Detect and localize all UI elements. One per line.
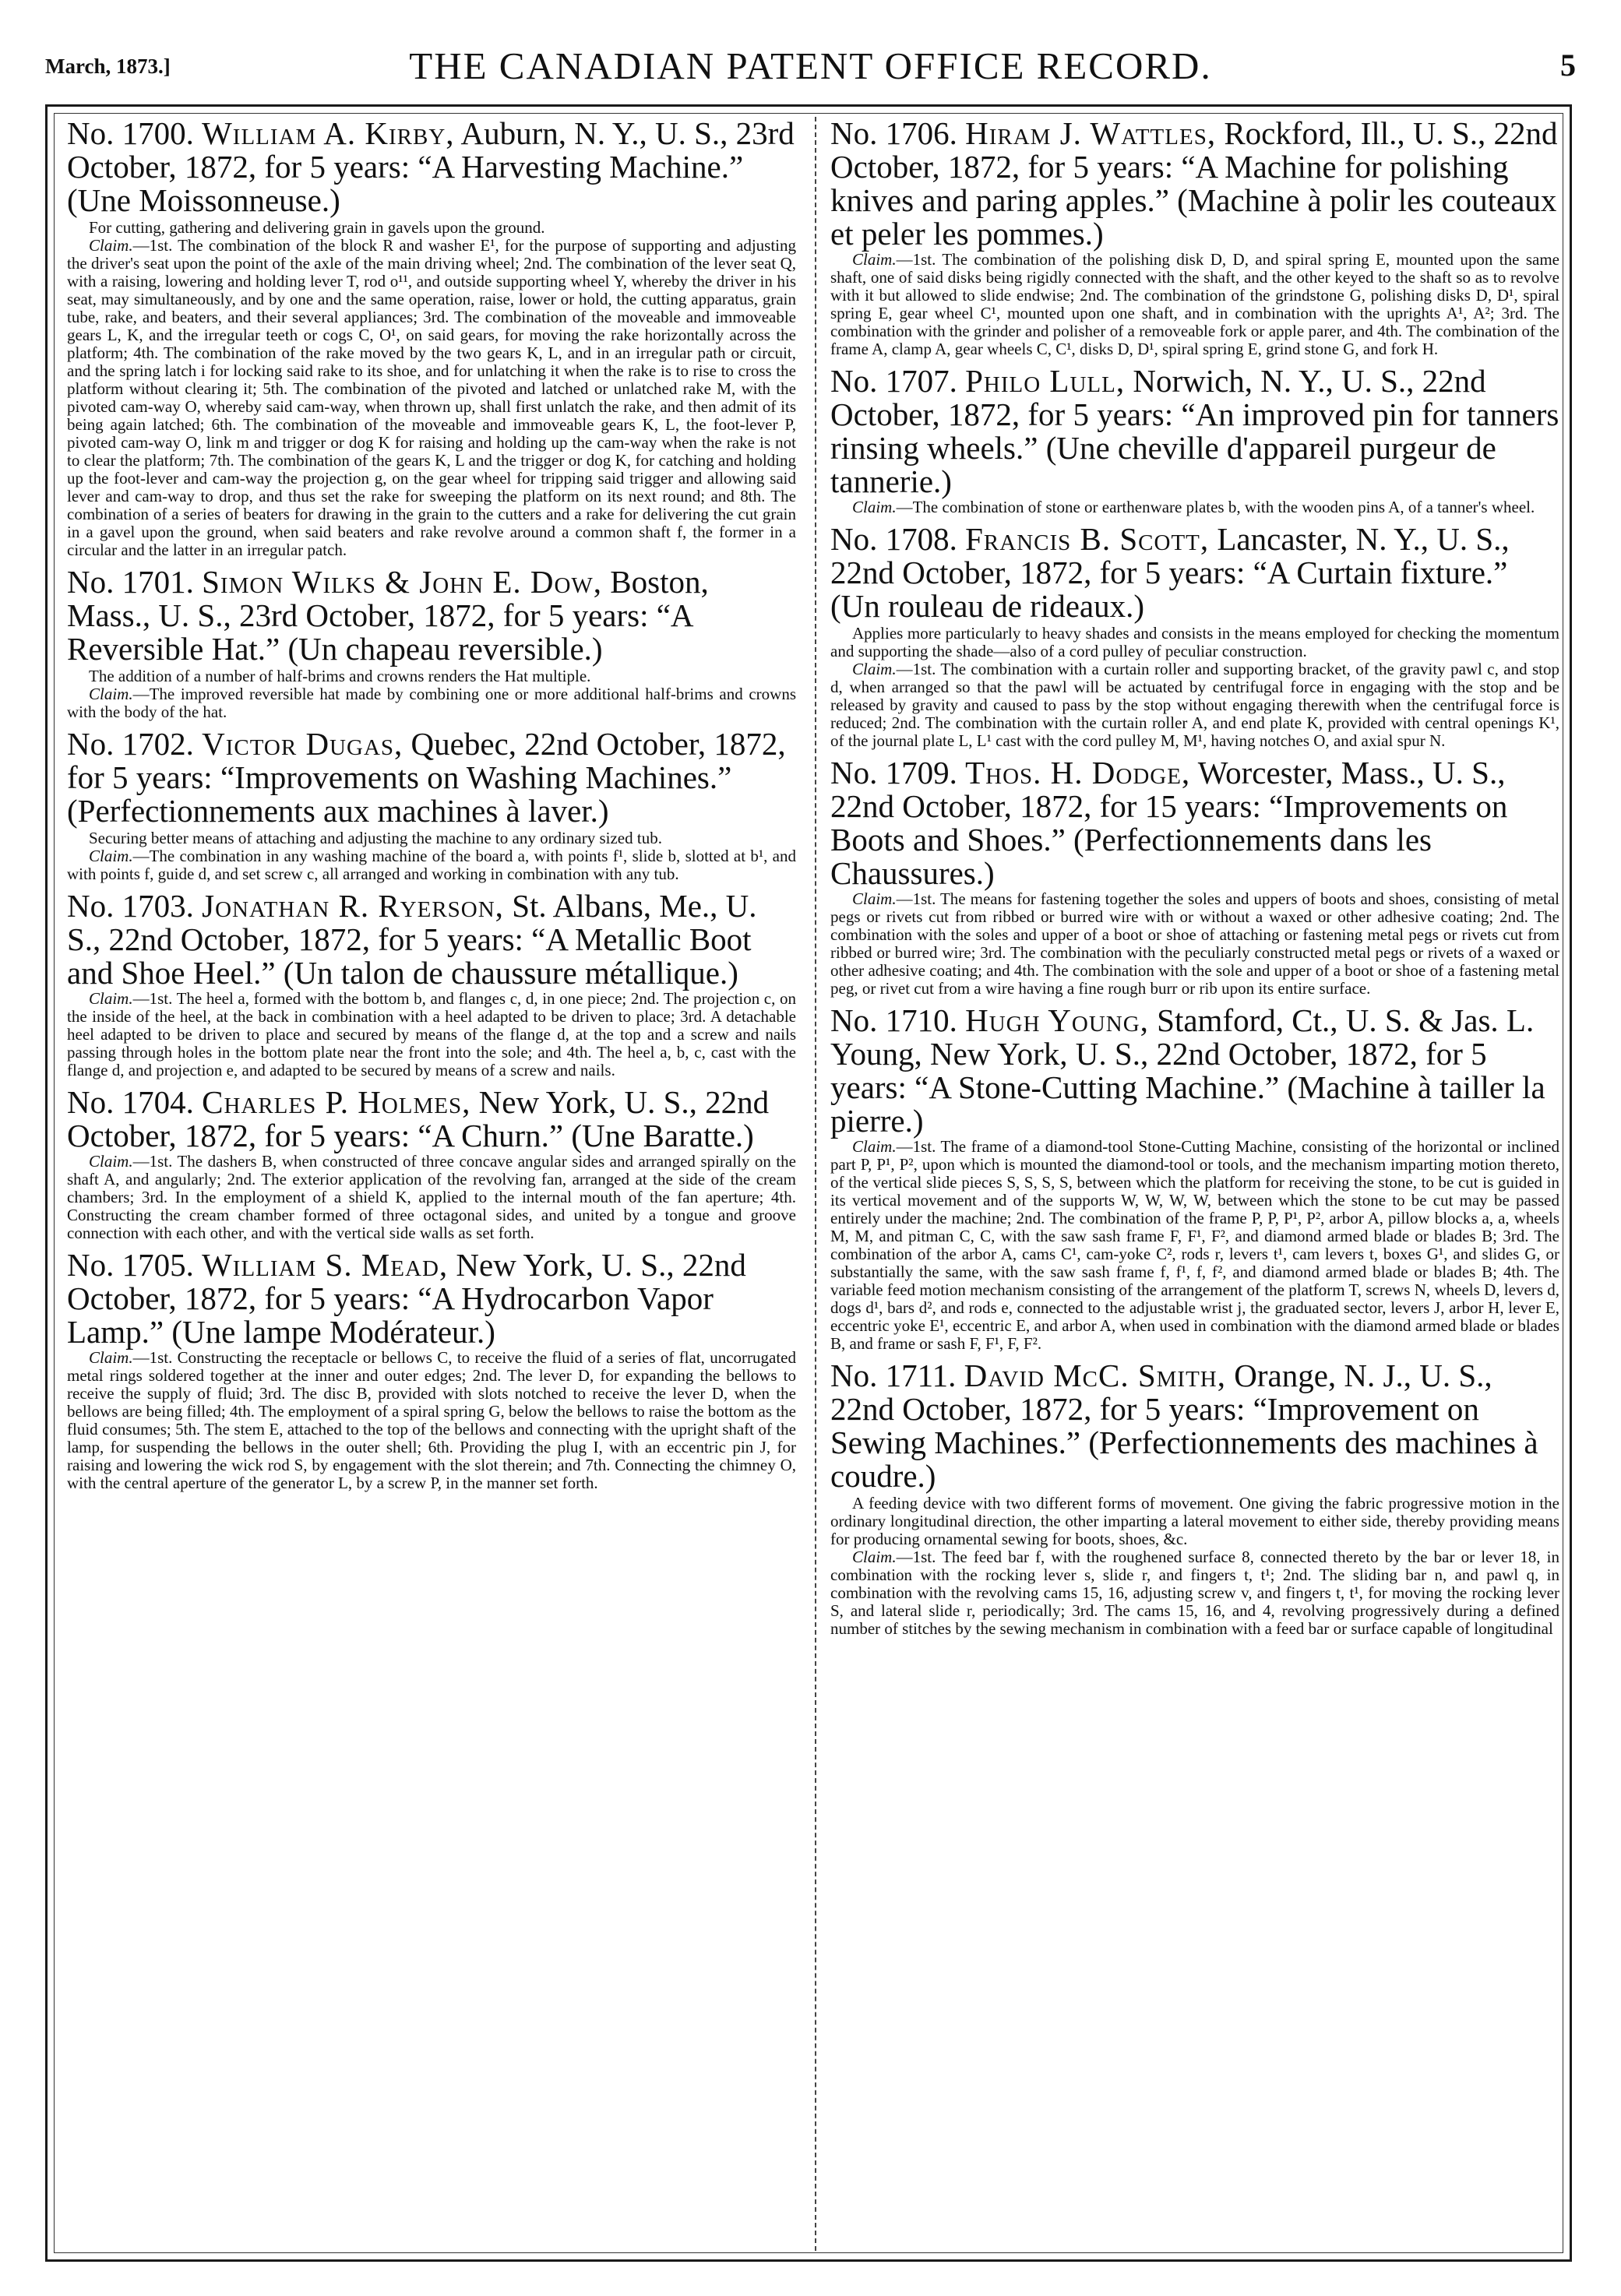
page-header [45, 33, 1576, 95]
patent-claim [830, 890, 1559, 998]
inventor-name: Thos. H. Dodge, [965, 755, 1191, 791]
patent-details: Norwich, N. Y., U. S., 22nd October, 1872, for 5 years: “An improved pin for tanners rinsing wheels.” (Une cheville d'appareil purgeur de tannerie.) [830, 363, 1559, 499]
claim-text: —1st. Constructing the receptacle or bellows C, to receive the fluid of a series of flat, uncorrugated metal rings soldered together at the inner and outer edges; 2nd. The lever D, for expanding the bellows to receive the supply of fluid; 3rd. The disc B, provided with slots notched to receive the lever D, when the bellows are being filled; 4th. The employment of a spiral spring G, below the bellows to raise the bottom as the fluid consumes; 5th. The stem E, attached to the top of the bellows and connecting with the upright shaft of the lamp, for suspending the bellows in the outer shell; 6th. Providing the plug I, with an eccentric pin J, for raising and lowering the wick rod S, by engagement with the slot therein; and 7th. Connecting the chimney O, with the central aperture of the generator L, by a screw P, in the manner set forth. [67, 1348, 796, 1492]
patent-heading [830, 1004, 1559, 1138]
claim-label: Claim. [852, 660, 897, 678]
patent-details: Stamford, Ct., U. S. & Jas. L. Young, New York, U. S., 22nd October, 1872, for 5 years: “A Stone-Cutting Machine.” (Machine à tailler la pierre.) [830, 1002, 1545, 1139]
claim-label: Claim. [89, 1152, 133, 1171]
patent-entry [67, 1086, 796, 1242]
inventor-name: Francis B. Scott, [965, 521, 1210, 557]
patent-number: No. 1705. [67, 1247, 194, 1283]
patent-details: Boston, Mass., U. S., 23rd October, 1872, for 5 years: “A Reversible Hat.” (Un chapeau reversible.) [67, 564, 709, 667]
patent-claim [67, 990, 796, 1079]
patent-claim [830, 1138, 1559, 1353]
patent-entry [830, 756, 1559, 998]
claim-label: Claim. [852, 498, 897, 516]
patent-number: No. 1702. [67, 726, 194, 762]
claim-label: Claim. [852, 1137, 897, 1156]
patent-heading [67, 727, 796, 828]
patent-entry [67, 1248, 796, 1492]
patent-claim [67, 1153, 796, 1242]
patent-entry [830, 1359, 1559, 1638]
claim-label: Claim. [89, 236, 133, 255]
patent-entry [67, 117, 796, 559]
claim-label: Claim. [89, 989, 133, 1008]
inventor-name: Charles P. Holmes, [202, 1084, 471, 1120]
patent-heading [830, 756, 1559, 890]
journal-title: THE CANADIAN PATENT OFFICE RECORD. [409, 44, 1212, 87]
inventor-name: Hugh Young, [965, 1002, 1149, 1038]
patent-details: St. Albans, Me., U. S., 22nd October, 1872, for 5 years: “A Metallic Boot and Shoe Heel.” (Un talon de chaussure métallique.) [67, 888, 757, 991]
patent-claim [830, 498, 1559, 516]
claim-text: —1st. The combination of the block R and washer E¹, for the purpose of supporting and adjusting the driver's seat upon the point of the axle of the main driving wheel; 2nd. The combination of the lever seat Q, with a raising, lowering and holding lever T, rod o¹¹, and outside supporting wheel Y, whereby the driver in his seat, may simultaneously, and by one and the same operation, raise, lower or hold, the cutting apparatus, grain tube, rake, and beaters, and their several appliances; 3rd. The combination of the moveable and immoveable gears L, K, and the irregular teeth or cogs C, O¹, on said gears, for moving the rake horizontally across the platform; 4th. The combination of the rake moved by the two gears K, L, and in an irregular path or circuit, and the spring latch i for locking said rake to its shoe, and for unlatching it when the rake is to rise to cross the platform without clearing it; 5th. The combination of the pivoted and latched or unlatched rake M, with the pivoted cam-way O, whereby said cam-way, when thrown up, shall first unlatch the rake, and then admit of its being again latched; 6th. The combination of the moveable and immoveable gears K, L, the foot-lever P, pivoted cam-way O, link m and trigger or dog K for raising and holding up the cam-way when the rake is not to clear the platform; 7th. The combination of the gears K, L and the trigger or dog K, for catching and holding up the foot-lever and cam-way the projection g, on the gear wheel for tripping said trigger and allowing said lever and cam-way to drop, and thus set the rake for sweeping the platform on its next round; and 8th. The combination of a series of beaters for drawing in the grain to the cutters and a rake for delivering the cut grain in a gavel upon the ground, when said beaters and rake revolve around a common shaft f, the former in a circular and the latter in an irregular patch. [67, 236, 796, 559]
patent-claim [830, 251, 1559, 358]
patent-claim [67, 237, 796, 559]
inventor-name: William S. Mead, [202, 1247, 449, 1283]
patent-entry [67, 565, 796, 721]
patent-details: New York, U. S., 22nd October, 1872, for 5 years: “A Hydrocarbon Vapor Lamp.” (Une lampe Modérateur.) [67, 1247, 746, 1350]
patent-description: A feeding device with two different forms of movement. One giving the fabric progressive motion in the ordinary longitudinal direction, the other imparting a lateral movement to either side, thereby providing means for producing ornamental sewing for boots, shoes, &c. [830, 1494, 1559, 1548]
inventor-name: Simon Wilks & John E. Dow, [202, 564, 603, 600]
column-divider [815, 117, 816, 2251]
claim-text: —1st. The feed bar f, with the roughened surface 8, connected thereto by the bar or lever 18, in combination with the rocking lever s, slide r, and fingers t, t¹; 2nd. The sliding bar n, and pawl q, in combination with the revolving cams 15, 16, adjusting screw v, and fingers t, t¹, for moving the rocking lever S, and lateral slide r, periodically; 3rd. The cams 15, 16, and 4, revolving progressively during a defined number of stitches by the sewing mechanism in combination with a feed bar or surface capable of longitudinal [830, 1548, 1559, 1638]
patent-entry [67, 889, 796, 1079]
inventor-name: Victor Dugas, [202, 726, 403, 762]
inventor-name: Philo Lull, [965, 363, 1126, 399]
patent-number: No. 1700. [67, 117, 194, 151]
patent-claim [830, 1548, 1559, 1638]
claim-text: —1st. The means for fastening together the soles and uppers of boots and shoes, consisting of metal pegs or rivets cut from ribbed or burred wire with or without a waxed or other adhesive coating; 2nd. The combination with the soles and upper of a boot or shoe of attaching or fastening metal pegs or rivets cut from ribbed or burred wire; 3rd. The combination with the peculiarly constructed metal pegs or rivets of a waxed or other adhesive coating; and 4th. The combination with the sole and upper of a boot or shoe of a fastening metal peg, or rivet cut from a wire having a fine rough burr or rib upon its entire surface. [830, 889, 1559, 998]
claim-label: Claim. [852, 889, 897, 908]
claim-label: Claim. [89, 1348, 133, 1367]
issue-date: March, 1873.] [45, 55, 171, 78]
patent-heading [830, 117, 1559, 251]
patent-number: No. 1711. [830, 1358, 957, 1393]
claim-label: Claim. [89, 847, 133, 865]
patent-number: No. 1704. [67, 1084, 194, 1120]
patent-heading [830, 1359, 1559, 1493]
patent-heading [67, 1086, 796, 1153]
claim-text: —The combination of stone or earthenware plates b, with the wooden pins A, of a tanner's wheel. [896, 498, 1535, 516]
patent-number: No. 1709. [830, 755, 957, 791]
patent-details: Lancaster, N. Y., U. S., 22nd October, 1872, for 5 years: “A Curtain fixture.” (Un rouleau de rideaux.) [830, 521, 1510, 624]
patent-entry [830, 117, 1559, 358]
patent-heading [830, 523, 1559, 623]
patent-number: No. 1701. [67, 564, 194, 600]
patent-number: No. 1706. [830, 117, 957, 151]
patent-details: Worcester, Mass., U. S., 22nd October, 1872, for 15 years: “Improvements on Boots and Shoes.” (Perfectionnements dans les Chaussures.) [830, 755, 1508, 891]
patent-heading [67, 889, 796, 990]
patent-description: Securing better means of attaching and adjusting the machine to any ordinary sized tub. [89, 829, 662, 847]
page-number: 5 [1560, 48, 1576, 83]
patent-claim [67, 685, 796, 721]
inventor-name: David McC. Smith, [964, 1358, 1226, 1393]
claim-label: Claim. [852, 250, 897, 269]
patent-entry [830, 1004, 1559, 1353]
claim-text: —The improved reversible hat made by combining one or more additional half-brims and crowns with the body of the hat. [67, 685, 796, 721]
left-column [67, 117, 796, 2251]
inventor-name: Jonathan R. Ryerson, [202, 888, 504, 924]
patent-claim [67, 847, 796, 883]
claim-label: Claim. [89, 685, 133, 703]
patent-description: For cutting, gathering and delivering grain in gavels upon the ground. [89, 218, 545, 237]
patent-number: No. 1703. [67, 888, 194, 924]
patent-heading [67, 117, 796, 217]
patent-description: Applies more particularly to heavy shades and consists in the means employed for checking the momentum and supporting the shade—also of a cord pulley of peculiar construction. [830, 624, 1559, 660]
claim-label: Claim. [852, 1548, 897, 1566]
inventor-name: William A. Kirby, [202, 117, 455, 151]
patent-number: No. 1708. [830, 521, 957, 557]
patent-claim [67, 1349, 796, 1492]
patent-heading [830, 364, 1559, 498]
inventor-name: Hiram J. Wattles, [965, 117, 1217, 151]
patent-details: New York, U. S., 22nd October, 1872, for 5 years: “A Churn.” (Une Baratte.) [67, 1084, 770, 1153]
patent-heading [67, 1248, 796, 1349]
claim-text: —1st. The frame of a diamond-tool Stone-Cutting Machine, consisting of the horizontal or inclined part P, P¹, P², upon which is mounted the diamond-tool or tools, and the mechanism imparting motion thereto, of the vertical slide pieces S, S, S, S, between which the platform for receiving the stone, to be cut is guided in its vertical movement and of the supports W, W, W, W, between which the stone to be cut may be passed entirely under the machine; 2nd. The combination of the frame P, P, P¹, P², arbor A, pillow blocks a, a, wheels M, M, and pitman C, C, with the saw sash frame F, F¹, F², and diamond armed blade or blades B; 3rd. The combination of the arbor A, cams C¹, cam-yoke C², rods r, levers t¹, cam levers t, boxes G¹, and slides G, or substantially the same, with the saw sash frame f, f¹, f, f², and diamond armed blade or blades B; 4th. The variable feed motion mechanism consisting of the arrangement of the platform T, screws N, wheels D, levers d, dogs d¹, bars d², and rods e, connected to the adjustable wrist j, the graduated sector, levers J, arbor H, lever E, eccentric yoke E¹, eccentric E, and arbor A, when used in combination with the diamond armed blade or blades B, and frame or sash F, F¹, F, F². [830, 1137, 1559, 1353]
patent-details: Orange, N. J., U. S., 22nd October, 1872, for 5 years: “Improvement on Sewing Machines.” (Perfectionnements des machines à coudre.) [830, 1358, 1538, 1494]
patent-entry [67, 727, 796, 883]
patent-claim [830, 660, 1559, 750]
claim-text: —1st. The combination of the polishing disk D, D, and spiral spring E, mounted upon the same shaft, one of said disks being rigidly connected with the shaft, and the other keyed to the shaft so as to revolve with it but allowed to slide endwise; 2nd. The combination of the grindstone G, polishing disks D, D¹, spiral spring E, gear wheel C¹, mounted upon one shaft, and in combination with the uprights A¹, A²; 3rd. The combination with the grinder and polisher of a removeable fork or apple parer, and 4th. The combination of the frame A, clamp A, gear wheels C, C¹, disks D, D¹, spiral spring E, grind stone G, and fork H. [830, 250, 1559, 358]
patent-details: Rockford, Ill., U. S., 22nd October, 1872, for 5 years: “A Machine for polishing knives and paring apples.” (Machine à polir les couteaux et peler les pommes.) [830, 117, 1558, 252]
patent-description: The addition of a number of half-brims and crowns renders the Hat multiple. [89, 667, 591, 685]
claim-text: —1st. The combination with a curtain roller and supporting bracket, of the gravity pawl c, and stop d, when arranged so that the pawl will be actuated by centrifugal force in engaging with the stop and be released by gravity and caused to pass by the stop without engaging therewith when the centrifugal force is reduced; 2nd. The combination with the curtain roller A, and end plate K, provided with central openings K¹, of the journal plate L, L¹ cast with the cord pulley M, M¹, having notches O, and axial spur N. [830, 660, 1559, 750]
claim-text: —1st. The heel a, formed with the bottom b, and flanges c, d, in one piece; 2nd. The projection c, on the inside of the heel, at the back in combination with a heel adapted to be driven to place; 3rd. A detachable heel adapted to be driven to place and secured by means of the flange d, at the top and a screw and nails passing through holes in the bottom plate near the front into the sole; and 4th. The heel a, b, c, cast with the flange d, and projection e, and adapted to be secured by means of a screw and nails. [67, 989, 796, 1079]
patent-details: Auburn, N. Y., U. S., 23rd October, 1872, for 5 years: “A Harvesting Machine.” (Une Moissonneuse.) [67, 117, 795, 218]
patent-number: No. 1707. [830, 363, 957, 399]
right-column [830, 117, 1559, 2251]
claim-text: —The combination in any washing machine of the board a, with points f¹, slide b, slotted at b¹, and with points f, guide d, and set screw c, all arranged and working in combination with any tub. [67, 847, 796, 883]
patent-details: Quebec, 22nd October, 1872, for 5 years: “Improvements on Washing Machines.” (Perfectionnements aux machines à laver.) [67, 726, 786, 829]
patent-heading [67, 565, 796, 666]
claim-text: —1st. The dashers B, when constructed of three concave angular sides and arranged spirally on the shaft A, and angularly; 2nd. The exterior application of the revolving fan, arranged at the side of the cream chambers; 3rd. In the employment of a shield K, applied to the internal mouth of the fan aperture; 4th. Constructing the cream chamber formed of three octagonal sides, and united by a tongue and groove connection with each other, and with the vertical side walls as set forth. [67, 1152, 796, 1242]
patent-number: No. 1710. [830, 1002, 957, 1038]
patent-entry [830, 523, 1559, 750]
patent-entry [830, 364, 1559, 516]
